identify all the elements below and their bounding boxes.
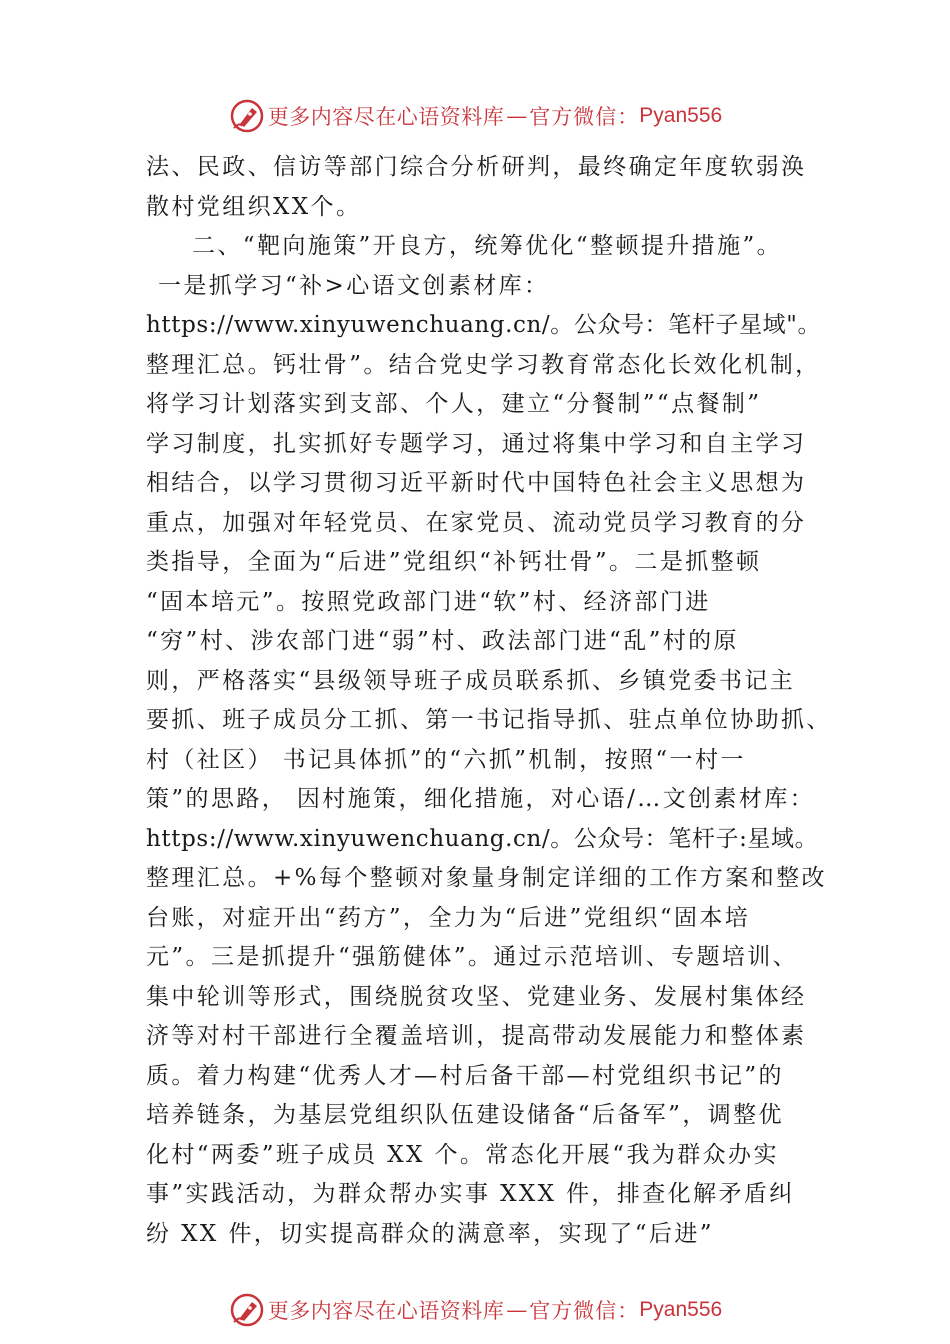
body-line: 散村党组织XX个。: [146, 193, 362, 220]
body-line: 策”的思路， 因村施策，细化措施，对心语/…文创素材库：: [146, 786, 816, 812]
watermark-separator: —: [506, 104, 528, 128]
body-line: 培养链条，为基层党组织队伍建设储备“后备军”，调整优: [146, 1102, 784, 1128]
watermark-label: 官方微信：: [529, 105, 640, 129]
pen-nib-logo-icon: [228, 97, 266, 135]
pen-nib-logo-icon: [228, 1291, 266, 1329]
watermark-separator: —: [506, 1298, 528, 1322]
body-line: 质。着力构建“优秀人才—村后备干部—村党组织书记”的: [146, 1062, 784, 1089]
body-line: 元”。三是抓提升“强筋健体”。通过示范培训、专题培训、: [146, 944, 799, 970]
footer-watermark: [0, 1290, 950, 1330]
body-line: 纷 XX 件，切实提高群众的满意率，实现了“后进”: [146, 1220, 714, 1247]
body-line: 整理汇总。钙壮骨”。结合党史学习教育常态化长效化机制，: [146, 351, 821, 378]
body-line-url: https://www.xinyuwenchuang.cn/。公众号：笔杆子星域"。: [146, 312, 822, 338]
body-line: 相结合，以学习贯彻习近平新时代中国特色社会主义思想为: [146, 470, 807, 496]
watermark-account: Pyan556: [639, 1298, 723, 1321]
body-line: 台账，对症开出“药方”，全力为“后进”党组织“固本培: [146, 904, 751, 931]
body-line: 集中轮训等形式，围绕脱贫攻坚、党建业务、发展村集体经: [146, 983, 807, 1010]
body-line: 济等对村干部进行全覆盖培训，提高带动发展能力和整体素: [146, 1023, 807, 1049]
body-line: “穷”村、涉农部门进“弱”村、政法部门进“乱”村的原: [146, 628, 739, 654]
section-heading: 二、“靶向施策”开良方，统筹优化“整顿提升措施”。: [192, 233, 783, 259]
body-line: 将学习计划落实到支部、个人，建立“分餐制”“点餐制”: [146, 391, 762, 417]
watermark-account: Pyan556: [639, 104, 723, 127]
body-line: 化村“两委”班子成员 XX 个。常态化开展“我为群众办实: [146, 1141, 779, 1168]
body-line: 整理汇总。+%每个整顿对象量身制定详细的工作方案和整改: [146, 865, 827, 891]
watermark-site-text: 更多内容尽在心语资料库: [267, 1299, 505, 1323]
body-line: 村（社区） 书记具体抓”的“六抓”机制，按照“一村一: [146, 746, 746, 773]
header-watermark: [0, 96, 950, 136]
body-line: 类指导，全面为“后进”党组织“补钙壮骨”。二是抓整顿: [146, 549, 762, 575]
body-line: “固本培元”。按照党政部门进“软”村、经济部门进: [146, 588, 711, 615]
body-line: 则，严格落实“县级领导班子成员联系抓、乡镇党委书记主: [146, 667, 796, 694]
watermark-label: 官方微信：: [529, 1299, 640, 1323]
document-body: [146, 148, 832, 1254]
body-line: 一是抓学习“补>心语文创素材库：: [158, 272, 550, 299]
watermark-site-text: 更多内容尽在心语资料库: [267, 105, 505, 129]
body-line: 学习制度，扎实抓好专题学习，通过将集中学习和自主学习: [146, 430, 807, 457]
body-line: 重点，加强对年轻党员、在家党员、流动党员学习教育的分: [146, 509, 807, 536]
body-line-url: https://www.xinyuwenchuang.cn/。公众号：笔杆子:星域。: [146, 825, 819, 852]
body-line: 事”实践活动，为群众帮办实事 XXX 件，排查化解矛盾纠: [146, 1181, 795, 1207]
body-line: 要抓、班子成员分工抓、第一书记指导抓、驻点单位协助抓、: [146, 707, 832, 733]
body-line: 法、民政、信访等部门综合分析研判，最终确定年度软弱涣: [146, 154, 807, 180]
